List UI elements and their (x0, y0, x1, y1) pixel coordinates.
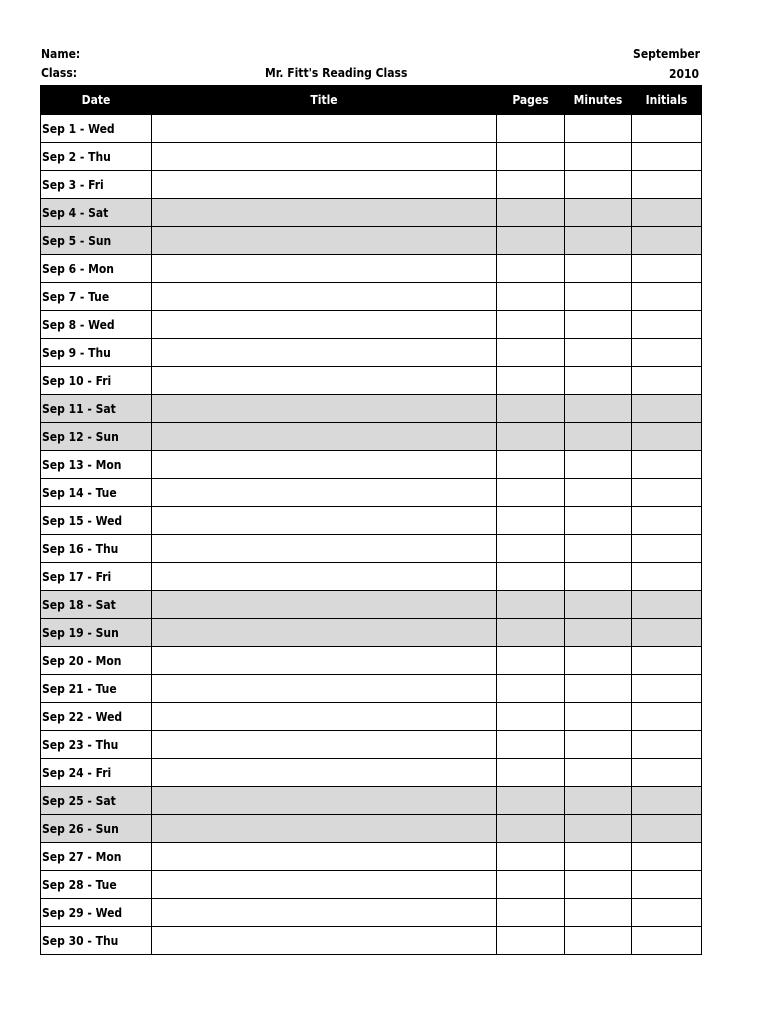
title-cell[interactable] (152, 199, 497, 227)
table-row (41, 423, 702, 451)
class-label: Class: (41, 66, 78, 80)
minutes-cell[interactable] (565, 591, 632, 619)
minutes-cell[interactable] (565, 199, 632, 227)
title-cell[interactable] (152, 395, 497, 423)
minutes-cell[interactable] (565, 227, 632, 255)
title-cell[interactable] (152, 451, 497, 479)
month-label: September (633, 47, 700, 61)
pages-cell[interactable] (497, 171, 565, 199)
date-cell: Sep 17 - Fri (41, 563, 152, 591)
date-cell: Sep 2 - Thu (41, 143, 152, 171)
table-row (41, 787, 702, 815)
title-cell[interactable] (152, 311, 497, 339)
pages-cell[interactable] (497, 311, 565, 339)
minutes-cell[interactable] (565, 535, 632, 563)
date-cell: Sep 19 - Sun (41, 619, 152, 647)
initials-cell[interactable] (632, 899, 702, 927)
date-cell: Sep 18 - Sat (41, 591, 152, 619)
title-cell[interactable] (152, 423, 497, 451)
pages-cell[interactable] (497, 227, 565, 255)
pages-cell[interactable] (497, 703, 565, 731)
pages-cell[interactable] (497, 591, 565, 619)
date-cell: Sep 30 - Thu (41, 927, 152, 955)
initials-cell[interactable] (632, 311, 702, 339)
minutes-cell[interactable] (565, 311, 632, 339)
minutes-cell[interactable] (565, 815, 632, 843)
title-cell[interactable] (152, 675, 497, 703)
date-cell: Sep 26 - Sun (41, 815, 152, 843)
date-cell: Sep 11 - Sat (41, 395, 152, 423)
title-cell[interactable] (152, 703, 497, 731)
minutes-cell[interactable] (565, 563, 632, 591)
table-row (41, 115, 702, 143)
title-cell[interactable] (152, 759, 497, 787)
initials-cell[interactable] (632, 787, 702, 815)
pages-cell[interactable] (497, 115, 565, 143)
minutes-cell[interactable] (565, 759, 632, 787)
initials-cell[interactable] (632, 647, 702, 675)
table-row (41, 311, 702, 339)
minutes-cell[interactable] (565, 395, 632, 423)
initials-cell[interactable] (632, 423, 702, 451)
column-header-date: Date (41, 86, 152, 115)
table-row (41, 619, 702, 647)
table-row (41, 843, 702, 871)
title-cell[interactable] (152, 367, 497, 395)
title-cell[interactable] (152, 339, 497, 367)
minutes-cell[interactable] (565, 787, 632, 815)
date-cell: Sep 9 - Thu (41, 339, 152, 367)
title-cell[interactable] (152, 787, 497, 815)
title-cell[interactable] (152, 563, 497, 591)
initials-cell[interactable] (632, 815, 702, 843)
minutes-cell[interactable] (565, 423, 632, 451)
minutes-cell[interactable] (565, 115, 632, 143)
initials-cell[interactable] (632, 479, 702, 507)
initials-cell[interactable] (632, 507, 702, 535)
class-name: Mr. Fitt's Reading Class (265, 66, 408, 80)
pages-cell[interactable] (497, 899, 565, 927)
table-row (41, 199, 702, 227)
table-row (41, 731, 702, 759)
year-label: 2010 (668, 67, 699, 81)
title-cell[interactable] (152, 591, 497, 619)
date-cell: Sep 6 - Mon (41, 255, 152, 283)
date-cell: Sep 10 - Fri (41, 367, 152, 395)
table-row (41, 535, 702, 563)
initials-cell[interactable] (632, 367, 702, 395)
minutes-cell[interactable] (565, 367, 632, 395)
pages-cell[interactable] (497, 367, 565, 395)
table-row (41, 255, 702, 283)
date-cell: Sep 15 - Wed (41, 507, 152, 535)
date-cell: Sep 12 - Sun (41, 423, 152, 451)
pages-cell[interactable] (497, 395, 565, 423)
initials-cell[interactable] (632, 339, 702, 367)
date-cell: Sep 8 - Wed (41, 311, 152, 339)
title-cell[interactable] (152, 255, 497, 283)
table-row (41, 899, 702, 927)
pages-cell[interactable] (497, 535, 565, 563)
initials-cell[interactable] (632, 563, 702, 591)
minutes-cell[interactable] (565, 255, 632, 283)
title-cell[interactable] (152, 283, 497, 311)
date-cell: Sep 21 - Tue (41, 675, 152, 703)
minutes-cell[interactable] (565, 731, 632, 759)
pages-cell[interactable] (497, 871, 565, 899)
initials-cell[interactable] (632, 591, 702, 619)
initials-cell[interactable] (632, 927, 702, 955)
table-row (41, 339, 702, 367)
pages-cell[interactable] (497, 507, 565, 535)
column-header-minutes: Minutes (565, 86, 632, 115)
title-cell[interactable] (152, 927, 497, 955)
minutes-cell[interactable] (565, 703, 632, 731)
name-label: Name: (41, 47, 81, 61)
pages-cell[interactable] (497, 927, 565, 955)
pages-cell[interactable] (497, 255, 565, 283)
table-row (41, 815, 702, 843)
title-cell[interactable] (152, 227, 497, 255)
initials-cell[interactable] (632, 535, 702, 563)
table-row (41, 171, 702, 199)
initials-cell[interactable] (632, 199, 702, 227)
minutes-cell[interactable] (565, 871, 632, 899)
title-cell[interactable] (152, 843, 497, 871)
reading-log-table (40, 85, 702, 955)
initials-cell[interactable] (632, 115, 702, 143)
initials-cell[interactable] (632, 759, 702, 787)
date-cell: Sep 1 - Wed (41, 115, 152, 143)
minutes-cell[interactable] (565, 647, 632, 675)
table-row (41, 283, 702, 311)
pages-cell[interactable] (497, 619, 565, 647)
pages-cell[interactable] (497, 731, 565, 759)
title-cell[interactable] (152, 731, 497, 759)
pages-cell[interactable] (497, 283, 565, 311)
pages-cell[interactable] (497, 787, 565, 815)
title-cell[interactable] (152, 815, 497, 843)
initials-cell[interactable] (632, 395, 702, 423)
pages-cell[interactable] (497, 675, 565, 703)
date-cell: Sep 7 - Tue (41, 283, 152, 311)
date-cell: Sep 5 - Sun (41, 227, 152, 255)
table-row (41, 227, 702, 255)
pages-cell[interactable] (497, 143, 565, 171)
minutes-cell[interactable] (565, 143, 632, 171)
title-cell[interactable] (152, 647, 497, 675)
pages-cell[interactable] (497, 815, 565, 843)
table-row (41, 563, 702, 591)
initials-cell[interactable] (632, 703, 702, 731)
table-row (41, 591, 702, 619)
pages-cell[interactable] (497, 563, 565, 591)
initials-cell[interactable] (632, 283, 702, 311)
date-cell: Sep 24 - Fri (41, 759, 152, 787)
minutes-cell[interactable] (565, 899, 632, 927)
minutes-cell[interactable] (565, 619, 632, 647)
title-cell[interactable] (152, 507, 497, 535)
initials-cell[interactable] (632, 619, 702, 647)
minutes-cell[interactable] (565, 927, 632, 955)
pages-cell[interactable] (497, 647, 565, 675)
minutes-cell[interactable] (565, 507, 632, 535)
pages-cell[interactable] (497, 451, 565, 479)
title-cell[interactable] (152, 143, 497, 171)
initials-cell[interactable] (632, 731, 702, 759)
table-row (41, 395, 702, 423)
column-header-title: Title (152, 86, 497, 115)
initials-cell[interactable] (632, 171, 702, 199)
title-cell[interactable] (152, 535, 497, 563)
date-cell: Sep 14 - Tue (41, 479, 152, 507)
minutes-cell[interactable] (565, 171, 632, 199)
date-cell: Sep 23 - Thu (41, 731, 152, 759)
initials-cell[interactable] (632, 143, 702, 171)
column-header-pages: Pages (497, 86, 565, 115)
date-cell: Sep 13 - Mon (41, 451, 152, 479)
date-cell: Sep 29 - Wed (41, 899, 152, 927)
title-cell[interactable] (152, 619, 497, 647)
table-row (41, 143, 702, 171)
initials-cell[interactable] (632, 675, 702, 703)
table-row (41, 507, 702, 535)
initials-cell[interactable] (632, 843, 702, 871)
minutes-cell[interactable] (565, 339, 632, 367)
table-header-row (41, 86, 702, 115)
table-row (41, 451, 702, 479)
date-cell: Sep 25 - Sat (41, 787, 152, 815)
date-cell: Sep 22 - Wed (41, 703, 152, 731)
pages-cell[interactable] (497, 423, 565, 451)
title-cell[interactable] (152, 115, 497, 143)
pages-cell[interactable] (497, 479, 565, 507)
date-cell: Sep 28 - Tue (41, 871, 152, 899)
minutes-cell[interactable] (565, 451, 632, 479)
table-body (41, 115, 702, 955)
minutes-cell[interactable] (565, 675, 632, 703)
minutes-cell[interactable] (565, 283, 632, 311)
table-row (41, 759, 702, 787)
table-row (41, 927, 702, 955)
column-header-initials: Initials (632, 86, 702, 115)
date-cell: Sep 20 - Mon (41, 647, 152, 675)
minutes-cell[interactable] (565, 479, 632, 507)
date-cell: Sep 4 - Sat (41, 199, 152, 227)
table-row (41, 647, 702, 675)
table-row (41, 675, 702, 703)
table-row (41, 367, 702, 395)
date-cell: Sep 27 - Mon (41, 843, 152, 871)
table-row (41, 479, 702, 507)
title-cell[interactable] (152, 871, 497, 899)
title-cell[interactable] (152, 171, 497, 199)
initials-cell[interactable] (632, 451, 702, 479)
pages-cell[interactable] (497, 199, 565, 227)
date-cell: Sep 3 - Fri (41, 171, 152, 199)
pages-cell[interactable] (497, 759, 565, 787)
initials-cell[interactable] (632, 227, 702, 255)
initials-cell[interactable] (632, 871, 702, 899)
initials-cell[interactable] (632, 255, 702, 283)
table-row (41, 703, 702, 731)
pages-cell[interactable] (497, 339, 565, 367)
date-cell: Sep 16 - Thu (41, 535, 152, 563)
title-cell[interactable] (152, 899, 497, 927)
title-cell[interactable] (152, 479, 497, 507)
minutes-cell[interactable] (565, 843, 632, 871)
pages-cell[interactable] (497, 843, 565, 871)
table-row (41, 871, 702, 899)
